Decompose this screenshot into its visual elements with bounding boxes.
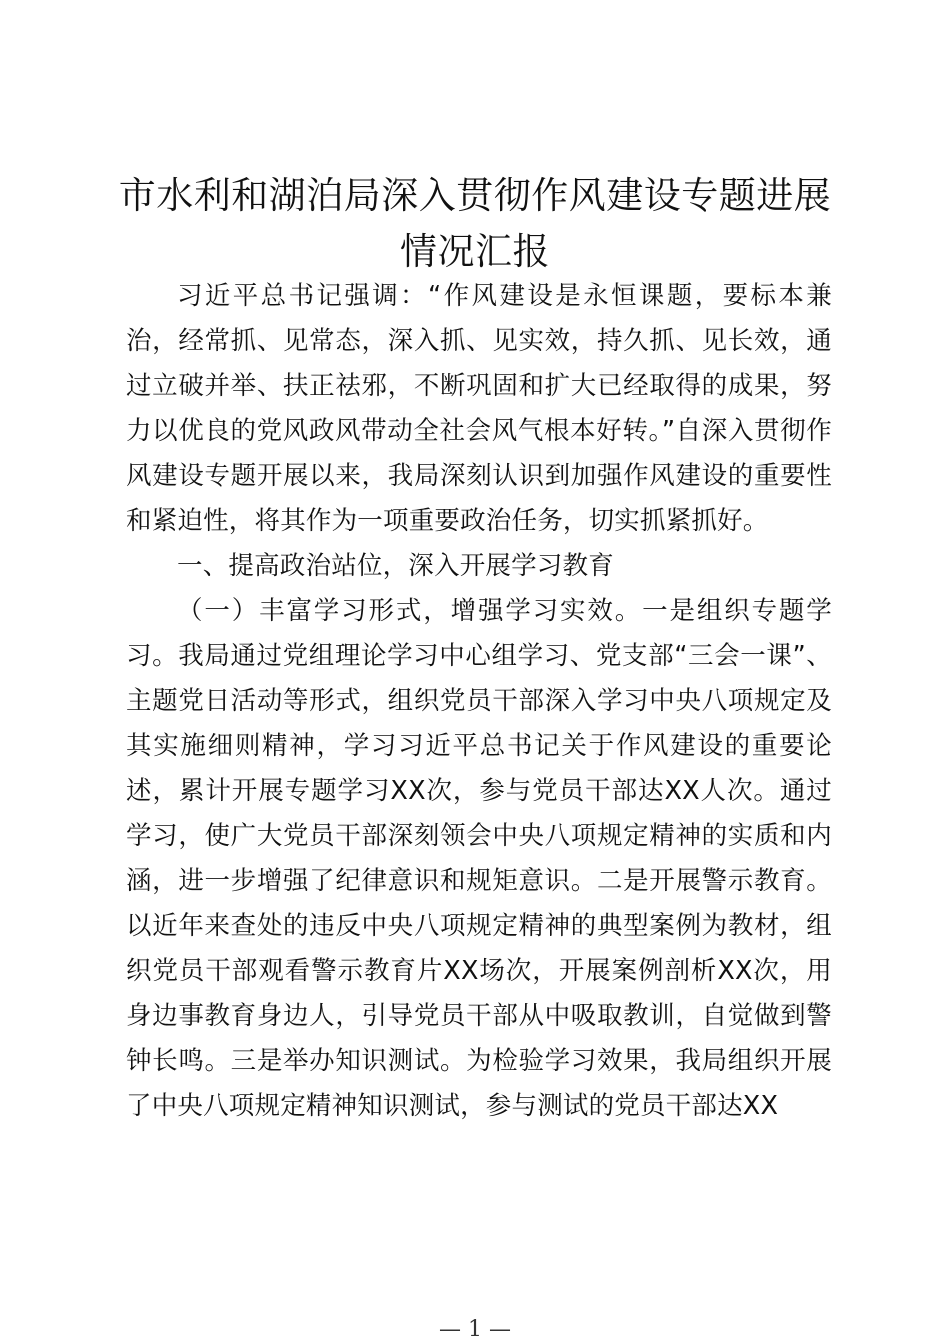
subsection-paragraph: （一）丰富学习形式，增强学习实效。一是组织专题学习。我局通过党组理论学习中心组学习、党支部“三会一课”、主题党日活动等形式，组织党员干部深入学习中央八项规定及其实施细则精神，学习习近平总书记关于作风建设的重要论述，累计开展专题学习XX次，参与党员干部达XX人次。通过学习，使广大党员干部深刻领会中央八项规定精神的实质和内涵，进一步增强了纪律意识和规矩意识。二是开展警示教育。以近年来查处的违反中央八项规定精神的典型案例为教材，组织党员干部观看警示教育片XX场次，开展案例剖析XX次，用身边事教育身边人，引导党员干部从中吸取教训，自觉做到警钟长鸣。三是举办知识测试。为检验学习效果，我局组织开展了中央八项规定精神知识测试，参与测试的党员干部达XX [126,596,832,1121]
document-body [126,274,832,1129]
intro-paragraph: 习近平总书记强调：“作风建设是永恒课题，要标本兼治，经常抓、见常态，深入抓、见实效，持久抓、见长效，通过立破并举、扶正祛邪，不断巩固和扩大已经取得的成果，努力以优良的党风政风带动全社会风气根本好转。”自深入贯彻作风建设专题开展以来，我局深刻认识到加强作风建设的重要性和紧迫性，将其作为一项重要政治任务，切实抓紧抓好。 [126,281,832,536]
section-heading: 一、提高政治站位，深入开展学习教育 [177,551,614,581]
document-title: 市水利和湖泊局深入贯彻作风建设专题进展情况汇报 [118,174,832,273]
page-number: — 1 — [439,1317,511,1342]
